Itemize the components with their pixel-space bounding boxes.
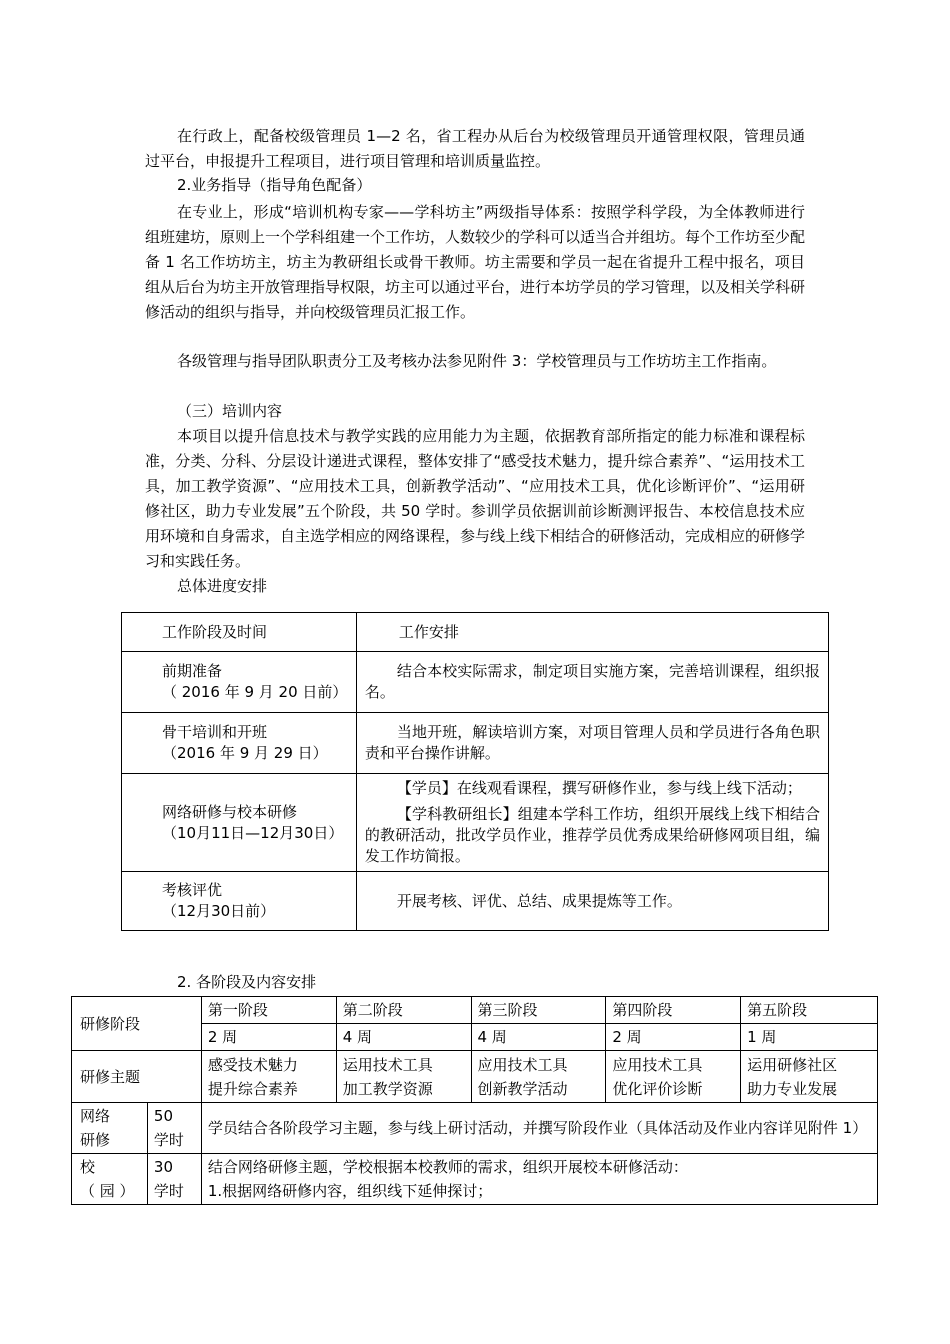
stage-weeks-cell: 4 周 — [471, 1024, 606, 1051]
stage-name: 考核评优 — [162, 881, 223, 899]
label-stage: 研修阶段 — [72, 997, 202, 1051]
table-row — [72, 1051, 878, 1103]
hours-line: 50 — [153, 1107, 174, 1125]
work-text: 【学员】在线观看课程，撰写研修作业，参与线上线下活动； — [396, 779, 802, 797]
heading-schedule: 总体进度安排 — [177, 577, 268, 595]
table-row — [122, 713, 829, 774]
stage-name-cell: 第四阶段 — [606, 997, 741, 1024]
table-row — [72, 997, 878, 1024]
theme-line: 助力专业发展 — [747, 1079, 838, 1098]
work-text: 开展考核、评优、总结、成果提炼等工作。 — [396, 891, 682, 910]
theme-line: 提升综合素养 — [207, 1079, 298, 1098]
work-text: 结合本校实际需求，制定项目实施方案，完善培训课程，组织报名。 — [364, 662, 820, 701]
theme-cell — [336, 1051, 471, 1103]
stage-name-cell: 第五阶段 — [741, 997, 878, 1024]
label-line: 研修 — [80, 1131, 111, 1149]
stage-name: 网络研修与校本研修 — [162, 802, 298, 821]
table-row — [122, 872, 829, 931]
table-row — [122, 774, 829, 872]
stage-name-cell: 第三阶段 — [471, 997, 606, 1024]
label-theme: 研修主题 — [72, 1051, 202, 1103]
table-row — [72, 1154, 878, 1205]
work-text: 当地开班，解读培训方案，对项目管理人员和学员进行各角色职责和平台操作讲解。 — [364, 723, 820, 762]
stage-name: 前期准备 — [162, 662, 223, 680]
stage-weeks-cell: 1 周 — [741, 1024, 878, 1051]
stage-weeks-cell: 2 周 — [606, 1024, 741, 1051]
work-text: 【学科教研组长】组建本学科工作坊，组织开展线上线下相结合的教研活动，批改学员作业，推荐学员优秀成果给研修网项目组，编发工作坊简报。 — [364, 805, 820, 865]
paragraph-content: 本项目以提升信息技术与教学实践的应用能力为主题，依据教育部所指定的能力标准和课程标准，分类、分科、分层设计递进式课程，整体安排了“感受技术魅力，提升综合素养”、“运用技术工具，加工教学资源”、“应用技术工具，创新教学活动”、“应用技术工具，优化诊断评价”、“运用研修社区，助力专业发展”五个阶段，共 50 学时。参训学员依据训前诊断测评报告、本校信息技术应用环境和自身需求，自主选学相应的网络课程，参与线上线下相结合的研修活动，完成相应的研修学习和实践任务。 — [145, 427, 806, 570]
stage-weeks-cell: 2 周 — [201, 1024, 336, 1051]
stage-name: 骨干培训和开班 — [162, 723, 268, 741]
table-row — [72, 1103, 878, 1154]
label-line: 校 — [80, 1158, 96, 1176]
header-stage: 工作阶段及时间 — [122, 613, 357, 652]
table-header-row — [122, 613, 829, 652]
heading-stages: 2. 各阶段及内容安排 — [177, 973, 317, 991]
label-line: 网络 — [80, 1107, 111, 1125]
content-line: 1.根据网络研修内容，组织线下延伸探讨； — [207, 1182, 493, 1200]
stage-cell — [122, 872, 357, 931]
work-cell — [356, 872, 828, 931]
theme-cell — [201, 1051, 336, 1103]
theme-line: 优化评价诊断 — [612, 1079, 703, 1098]
content-line: 结合网络研修主题，学校根据本校教师的需求，组织开展校本研修活动： — [207, 1158, 688, 1176]
stage-cell — [122, 774, 357, 872]
theme-line: 应用技术工具 — [612, 1055, 703, 1074]
work-cell — [356, 713, 828, 774]
theme-line: 应用技术工具 — [477, 1055, 568, 1074]
hours-line: 学时 — [153, 1182, 184, 1200]
theme-line: 运用技术工具 — [342, 1055, 433, 1074]
label-online — [72, 1103, 148, 1154]
theme-line: 运用研修社区 — [747, 1055, 838, 1074]
stage-time: （2016 年 9 月 29 日） — [162, 744, 328, 762]
table-row — [122, 652, 829, 713]
theme-cell — [471, 1051, 606, 1103]
label-school — [72, 1154, 148, 1205]
theme-line: 加工教学资源 — [342, 1079, 433, 1098]
theme-cell — [606, 1051, 741, 1103]
paragraph-reference: 各级管理与指导团队职责分工及考核办法参见附件 3：学校管理员与工作坊坊主工作指南。 — [177, 352, 777, 370]
work-cell — [356, 652, 828, 713]
stages-table — [71, 996, 878, 1205]
paragraph-admin: 在行政上，配备校级管理员 1—2 名，省工程办从后台为校级管理员开通管理权限，管理员通过平台，申报提升工程项目，进行项目管理和培训质量监控。 — [145, 127, 805, 170]
stage-cell — [122, 713, 357, 774]
theme-line: 创新教学活动 — [477, 1079, 568, 1098]
label-line: （ 园 ） — [80, 1182, 135, 1200]
hours-line: 30 — [153, 1158, 174, 1176]
work-cell — [356, 774, 828, 872]
schedule-table — [121, 612, 829, 931]
stage-weeks-cell: 4 周 — [336, 1024, 471, 1051]
stage-time: （12月30日前） — [162, 902, 276, 920]
stage-cell — [122, 652, 357, 713]
stage-time: （10月11日—12月30日） — [162, 823, 344, 842]
stage-time: （ 2016 年 9 月 20 日前） — [162, 683, 348, 701]
heading-business-guidance: 2.业务指导（指导角色配备） — [177, 176, 372, 194]
theme-cell — [741, 1051, 878, 1103]
hours-line: 学时 — [153, 1131, 184, 1149]
hours-school — [147, 1154, 201, 1205]
hours-online — [147, 1103, 201, 1154]
heading-training-content: （三）培训内容 — [177, 402, 283, 420]
header-work: 工作安排 — [356, 613, 828, 652]
stage-name-cell: 第二阶段 — [336, 997, 471, 1024]
online-content: 学员结合各阶段学习主题，参与线上研讨活动，并撰写阶段作业（具体活动及作业内容详见附件 1） — [201, 1103, 877, 1154]
stage-name-cell: 第一阶段 — [201, 997, 336, 1024]
paragraph-professional: 在专业上，形成“培训机构专家——学科坊主”两级指导体系：按照学科学段，为全体教师进行组班建坊，原则上一个学科组建一个工作坊，人数较少的学科可以适当合并组坊。每个工作坊至少配备 1 名工作坊坊主，坊主为教研组长或骨干教师。坊主需要和学员一起在省提升工程中报名，项目组从后台为坊主开放管理指导权限，坊主可以通过平台，进行本坊学员的学习管理，以及相关学科研修活动的组织与指导，并向校级管理员汇报工作。 — [145, 203, 806, 321]
school-content — [201, 1154, 877, 1205]
theme-line: 感受技术魅力 — [207, 1055, 298, 1074]
